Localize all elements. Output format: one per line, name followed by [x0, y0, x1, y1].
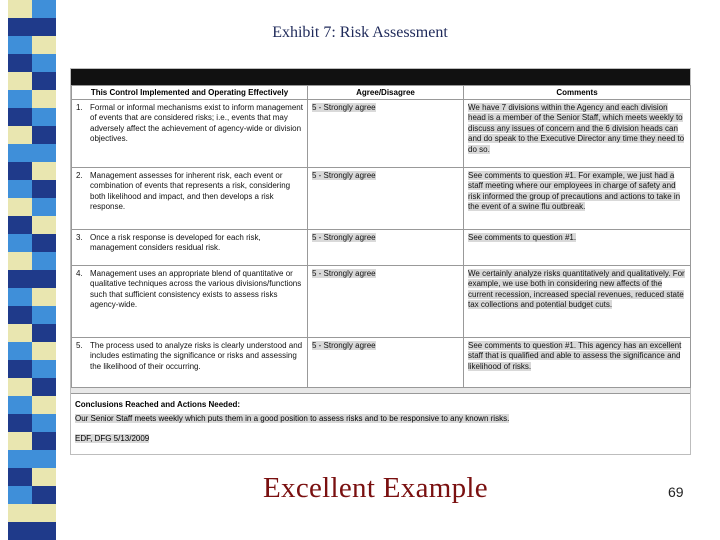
column-header: Comments: [464, 86, 691, 100]
control-text: Once a risk response is developed for each risk, management considers residual risk.: [90, 233, 261, 253]
stripe-block: [8, 342, 32, 360]
stripe-block: [8, 126, 32, 144]
page-number: 69: [668, 484, 684, 500]
comment-text: We have 7 divisions within the Agency and each division head is a member of the Senior Staff, which meets weekly to discuss any issues of concern and the 6 division heads can and do speak to the Executive Director any time they need to do so.: [468, 103, 685, 154]
comment-cell: [464, 168, 691, 230]
stripe-block: [32, 360, 56, 378]
agree-value: 5 - Strongly agree: [312, 269, 376, 278]
comment-cell: [464, 230, 691, 266]
stripe-block: [8, 0, 32, 18]
stripe-block: [32, 216, 56, 234]
stripe-block: [8, 414, 32, 432]
table-row: [72, 338, 691, 388]
stripe-block: [32, 378, 56, 396]
risk-assessment-document: [70, 68, 691, 455]
stripe-block: [32, 342, 56, 360]
stripe-block: [32, 270, 56, 288]
stripe-block: [8, 288, 32, 306]
comment-text: See comments to question #1. This agency has an excellent staff that is qualified and able to assess the significance and likelihood of risks.: [468, 341, 682, 371]
stripe-block: [8, 324, 32, 342]
document-header-bar: [71, 69, 690, 85]
agree-cell: [308, 230, 464, 266]
control-cell: [72, 100, 308, 168]
agree-value: 5 - Strongly agree: [312, 171, 376, 180]
stripe-block: [8, 378, 32, 396]
stripe-block: [32, 180, 56, 198]
stripe-block: [8, 306, 32, 324]
stripe-block: [32, 234, 56, 252]
agree-cell: [308, 338, 464, 388]
stripe-block: [32, 54, 56, 72]
stripe-block: [32, 522, 56, 540]
stripe-block: [32, 252, 56, 270]
control-text: Formal or informal mechanisms exist to inform management of events that are considered risks; i.e., events that may adversely affect the achievement of agency-wide or division objectives.: [90, 103, 303, 144]
stripe-block: [8, 162, 32, 180]
stripe-block: [32, 90, 56, 108]
control-cell: [72, 230, 308, 266]
stripe-block: [32, 396, 56, 414]
stripe-block: [8, 270, 32, 288]
conclusions-heading: Conclusions Reached and Actions Needed:: [75, 400, 241, 409]
stripe-block: [8, 90, 32, 108]
comment-text: See comments to question #1. For example, we just had a staff meeting where our employees in charge of safety and risk informed the group of precautions and actions to take in the event of a swine flu outbreak.: [468, 171, 681, 212]
stripe-block: [32, 288, 56, 306]
stripe-block: [8, 252, 32, 270]
table-row: [72, 230, 691, 266]
stripe-block: [8, 198, 32, 216]
item-number: 1.: [76, 103, 83, 112]
stripe-block: [32, 108, 56, 126]
comment-text: See comments to question #1.: [468, 233, 577, 242]
control-text: Management uses an appropriate blend of quantitative or qualitative techniques across the various divisions/functions such that sufficient consistency exists to assess risks agency-wide.: [90, 269, 302, 310]
comment-cell: [464, 100, 691, 168]
stripe-block: [8, 144, 32, 162]
stripe-block: [32, 144, 56, 162]
stripe-block: [8, 360, 32, 378]
stripe-block: [8, 108, 32, 126]
agree-value: 5 - Strongly agree: [312, 103, 376, 112]
table-row: [72, 168, 691, 230]
control-text: Management assesses for inherent risk, each event or combination of events that represents a risk, considering both likelihood and impact, and then develops a risk response.: [90, 171, 291, 212]
stripe-block: [8, 234, 32, 252]
stripe-block: [32, 486, 56, 504]
stripe-block: [32, 414, 56, 432]
stripe-block: [8, 450, 32, 468]
comment-text: We certainly analyze risks quantitatively and qualitatively. For example, we use both in considering new affects of the current recession, increased special revenues, reduced state tax collections and potential budget cuts.: [468, 269, 685, 310]
signature-line: EDF, DFG 5/13/2009: [75, 434, 150, 443]
stripe-block: [8, 504, 32, 522]
stripe-block: [8, 180, 32, 198]
item-number: 4.: [76, 269, 83, 278]
item-number: 2.: [76, 171, 83, 180]
stripe-block: [32, 72, 56, 90]
column-header: This Control Implemented and Operating Effectively: [72, 86, 308, 100]
stripe-block: [32, 306, 56, 324]
conclusions-text: Our Senior Staff meets weekly which puts them in a good position to assess risks and to be responsive to any known risks.: [75, 414, 510, 423]
stripe-block: [32, 450, 56, 468]
stripe-block: [32, 432, 56, 450]
excellent-example-label: Excellent Example: [263, 472, 488, 504]
column-header: Agree/Disagree: [308, 86, 464, 100]
table-row: [72, 100, 691, 168]
control-cell: [72, 338, 308, 388]
agree-cell: [308, 168, 464, 230]
decorative-stripe: [0, 0, 62, 540]
stripe-block: [32, 324, 56, 342]
control-text: The process used to analyze risks is clearly understood and includes estimating the significance or risks and assessing the likelihood of their occurring.: [90, 341, 303, 371]
stripe-block: [8, 72, 32, 90]
item-number: 3.: [76, 233, 83, 242]
page-title: Exhibit 7: Risk Assessment: [272, 24, 448, 41]
stripe-block: [8, 54, 32, 72]
agree-cell: [308, 100, 464, 168]
control-cell: [72, 168, 308, 230]
stripe-block: [8, 468, 32, 486]
stripe-block: [8, 522, 32, 540]
conclusions-section: [71, 393, 690, 454]
comment-cell: [464, 338, 691, 388]
stripe-block: [32, 504, 56, 522]
control-cell: [72, 266, 308, 338]
agree-value: 5 - Strongly agree: [312, 233, 376, 242]
stripe-block: [32, 468, 56, 486]
stripe-block: [32, 126, 56, 144]
risk-assessment-table: [71, 85, 691, 388]
stripe-block: [32, 198, 56, 216]
agree-value: 5 - Strongly agree: [312, 341, 376, 350]
stripe-block: [32, 162, 56, 180]
comment-cell: [464, 266, 691, 338]
stripe-block: [8, 432, 32, 450]
stripe-block: [8, 216, 32, 234]
table-row: [72, 266, 691, 338]
stripe-block: [32, 0, 56, 18]
stripe-block: [8, 486, 32, 504]
table-header-row: [72, 86, 691, 100]
item-number: 5.: [76, 341, 83, 350]
stripe-block: [8, 396, 32, 414]
agree-cell: [308, 266, 464, 338]
